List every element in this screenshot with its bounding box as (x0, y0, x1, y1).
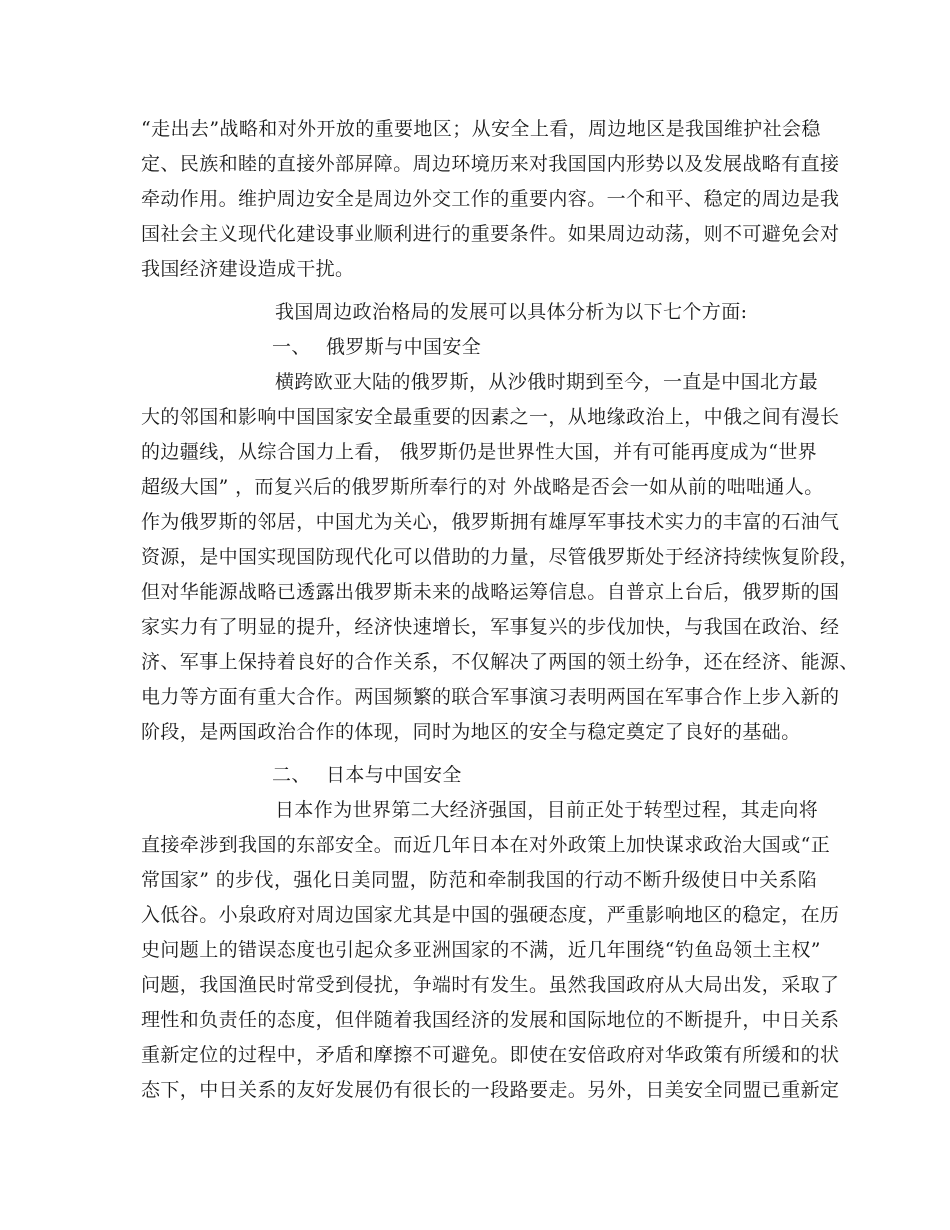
paragraph-line: 问题，我国渔民时常受到侵扰，争端时有发生。虽然我国政府从大局出发，采取了 (141, 974, 840, 996)
paragraph-line: 的边疆线，从综合国力上看， 俄罗斯仍是世界性大国，并有可能再度成为“世界 (141, 441, 818, 463)
section-heading-japan (272, 763, 462, 787)
paragraph-line: 理性和负责任的态度，但伴随着我国经济的发展和国际地位的不断提升，中日关系 (141, 1009, 840, 1031)
paragraph-line: 大的邻国和影响中国国家安全最重要的因素之一，从地缘政治上，中俄之间有漫长 (141, 406, 840, 428)
paragraph-line: 牵动作用。维护周边安全是周边外交工作的重要内容。一个和平、稳定的周边是我 (141, 188, 840, 210)
section-number: 二、 (272, 764, 311, 786)
section-heading-russia (272, 335, 481, 359)
paragraph-line: 态下，中日关系的友好发展仍有很长的一段路要走。另外，日美安全同盟已重新定 (141, 1079, 840, 1101)
paragraph-line: 重新定位的过程中，矛盾和摩擦不可避免。即使在安倍政府对华政策有所缓和的状 (141, 1044, 840, 1066)
paragraph-line: 家实力有了明显的提升，经济快速增长，军事复兴的步伐加快，与我国在政治、经 (141, 616, 840, 638)
section-title: 日本与中国安全 (326, 764, 462, 786)
paragraph-line: 直接牵涉到我国的东部安全。而近几年日本在对外政策上加快谋求政治大国或“正 (141, 834, 831, 856)
paragraph-line: 横跨欧亚大陆的俄罗斯，从沙俄时期到至今，一直是中国北方最 (275, 371, 819, 393)
paragraph-line: 阶段，是两国政治合作的体现，同时为地区的安全与稳定奠定了良好的基础。 (141, 721, 801, 743)
paragraph-line: “走出去”战略和对外开放的重要地区；从安全上看，周边地区是我国维护社会稳 (141, 118, 821, 140)
paragraph-line: 我国经济建设造成干扰。 (141, 258, 355, 280)
paragraph-line: 入低谷。小泉政府对周边国家尤其是中国的强硬态度，严重影响地区的稳定，在历 (141, 904, 840, 926)
paragraph-line: 史问题上的错误态度也引起众多亚洲国家的不满，近几年围绕“钓鱼岛领土主权” (141, 939, 821, 961)
paragraph-line: 日本作为世界第二大经济强国，目前正处于转型过程，其走向将 (275, 799, 819, 821)
paragraph-line: 常国家” 的步伐，强化日美同盟，防范和牵制我国的行动不断升级使日中关系陷 (141, 869, 818, 891)
section-title: 俄罗斯与中国安全 (326, 336, 482, 358)
paragraph-line: 济、军事上保持着良好的合作关系，不仅解决了两国的领土纷争，还在经济、能源、 (141, 651, 859, 673)
paragraph-line: 作为俄罗斯的邻居，中国尤为关心，俄罗斯拥有雄厚军事技术实力的丰富的石油气 (141, 511, 840, 533)
section-number: 一、 (272, 336, 311, 358)
paragraph-line: 国社会主义现代化建设事业顺利进行的重要条件。如果周边动荡，则不可避免会对 (141, 223, 840, 245)
paragraph-line: 定、民族和睦的直接外部屏障。周边环境历来对我国国内形势以及发展战略有直接 (141, 153, 840, 175)
paragraph-line: 超级大国” ，而复兴后的俄罗斯所奉行的对 外战略是否会一如从前的咄咄通人。 (141, 476, 824, 498)
paragraph-line: 资源，是中国实现国防现代化可以借助的力量，尽管俄罗斯处于经济持续恢复阶段， (141, 546, 859, 568)
intro-line: 我国周边政治格局的发展可以具体分析为以下七个方面: (275, 301, 748, 323)
paragraph-line: 电力等方面有重大合作。两国频繁的联合军事演习表明两国在军事合作上步入新的 (141, 686, 840, 708)
paragraph-line: 但对华能源战略已透露出俄罗斯未来的战略运筹信息。自普京上台后，俄罗斯的国 (141, 581, 840, 603)
